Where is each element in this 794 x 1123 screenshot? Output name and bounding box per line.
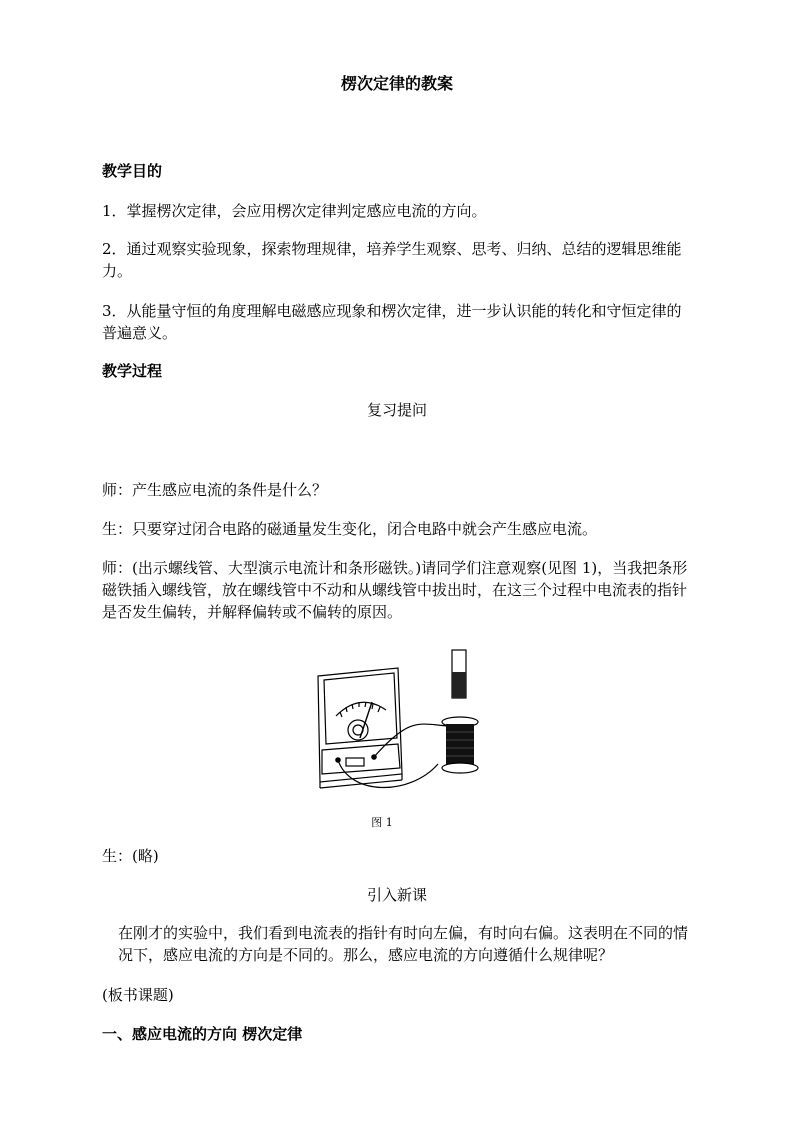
bar-magnet: [452, 650, 466, 698]
section-heading-goals: 教学目的: [102, 162, 163, 180]
document-title: 楞次定律的教案: [340, 74, 453, 93]
wire-lower: [338, 760, 438, 788]
goal-item-1: 1．掌握楞次定律，会应用楞次定律判定感应电流的方向。: [102, 202, 487, 220]
figure-galvanometer-solenoid: [310, 646, 490, 794]
galvanometer-terminal-plate: [346, 758, 364, 766]
subheading-intro: 引入新课: [366, 886, 427, 904]
intro-paragraph: 在刚才的实验中，我们看到电流表的指针有时向左偏，有时向右偏。这表明在不同的情况下，感应电流的方向是不同的。那么，感应电流的方向遵循什么规律呢？: [118, 924, 689, 964]
dialog-line-teacher-1: 师：产生感应电流的条件是什么？: [102, 481, 328, 499]
goal-item-2: 2．通过观察实验现象，探索物理规律，培养学生观察、思考、归纳、总结的逻辑思维能力。: [102, 240, 682, 280]
board-note: (板书课题): [102, 986, 174, 1004]
dialog-line-student-1: 生：只要穿过闭合电路的磁通量发生变化，闭合电路中就会产生感应电流。: [102, 520, 598, 538]
subheading-review: 复习提问: [366, 401, 427, 419]
solenoid: [442, 717, 478, 773]
dialog-line-teacher-2: 师：(出示螺线管、大型演示电流计和条形磁铁。)请同学们注意观察(见图 1)，当我把条形磁铁插入螺线管，放在螺线管中不动和从螺线管中拔出时，在这三个过程中电流表的指针是否发生偏转，并解释偏转或不偏转的原因。: [102, 559, 688, 621]
galvanometer-base: [322, 744, 400, 774]
galvanometer-face: [324, 673, 397, 744]
galvanometer-lens: [348, 720, 368, 740]
wire-upper: [374, 724, 448, 757]
goal-item-3: 3．从能量守恒的角度理解电磁感应现象和楞次定律，进一步认识能的转化和守恒定律的普遍意义。: [102, 302, 682, 342]
section-heading-process: 教学过程: [102, 362, 163, 380]
heading-one: 一、感应电流的方向 楞次定律: [102, 1025, 303, 1043]
figure-caption: 图 1: [371, 816, 393, 829]
student-reply: 生：(略): [102, 847, 159, 865]
